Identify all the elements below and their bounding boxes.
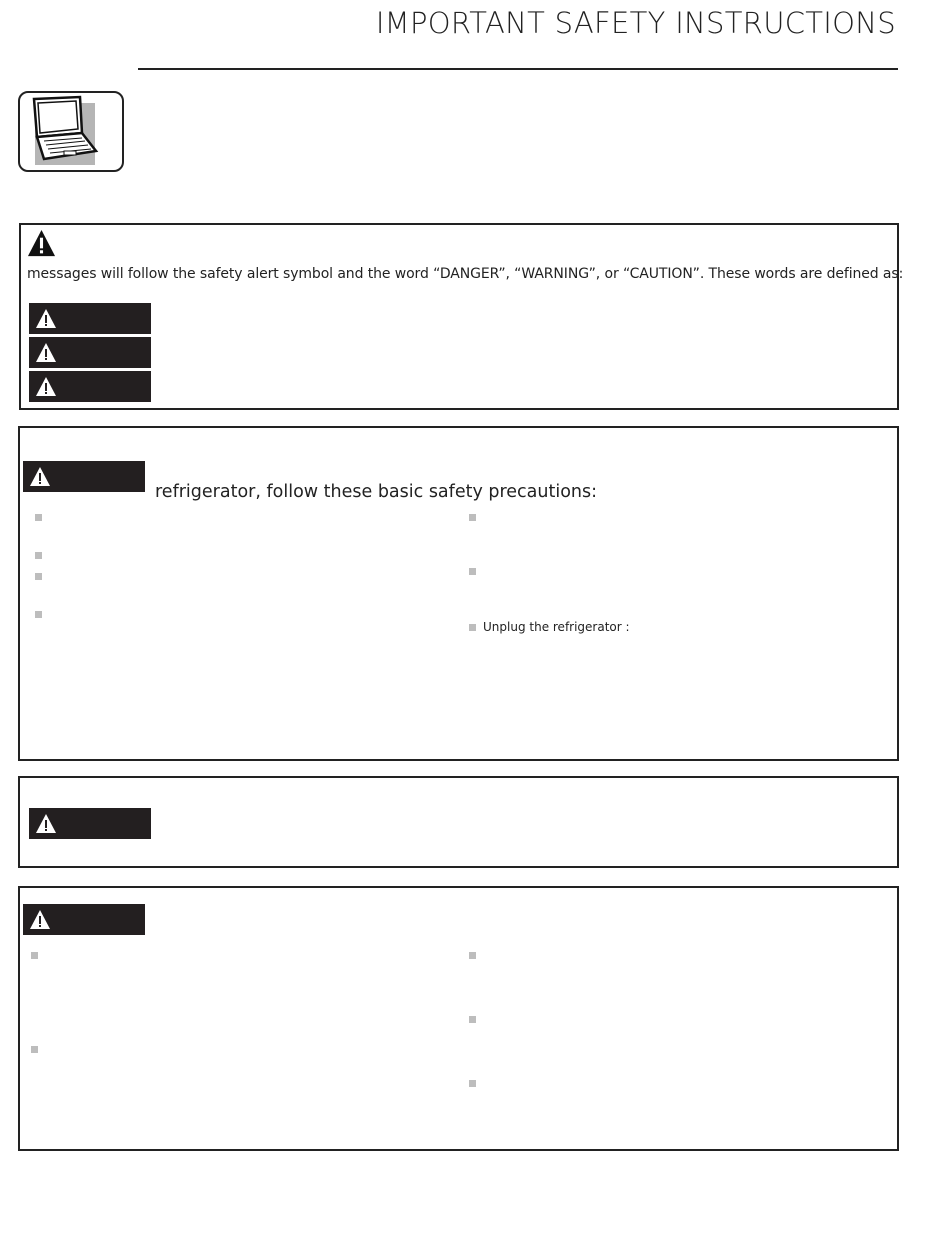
precautions-box [18, 426, 899, 761]
list-item-bullet [35, 552, 42, 559]
header-rule [138, 68, 898, 70]
signal-word-label-danger [29, 303, 151, 334]
list-item-bullet [469, 1080, 476, 1087]
warning-box-list [18, 886, 899, 1151]
warning-label-box4 [23, 904, 145, 935]
signal-word-label-warning [29, 337, 151, 368]
list-item-bullet [469, 1016, 476, 1023]
page-title: IMPORTANT SAFETY INSTRUCTIONS [375, 6, 896, 40]
laptop-icon [18, 91, 124, 172]
warning-triangle-icon [29, 909, 51, 930]
list-item-bullet [469, 568, 476, 575]
list-item-bullet [31, 952, 38, 959]
safety-messages-intro: messages will follow the safety alert symbol and the word “DANGER”, “WARNING”, or “CAUTION”. These words are defined as: [27, 266, 904, 282]
warning-triangle-icon [29, 466, 51, 487]
warning-label-box3 [29, 808, 151, 839]
precautions-intro: refrigerator, follow these basic safety precautions: [155, 482, 598, 502]
signal-word-label-caution [29, 371, 151, 402]
safety-alert-icon [27, 229, 56, 262]
list-item-bullet [469, 514, 476, 521]
list-item-bullet [469, 952, 476, 959]
unplug-refrigerator-text: Unplug the refrigerator : [483, 620, 630, 634]
list-item-bullet [35, 573, 42, 580]
precautions-warning-label [23, 461, 145, 492]
warning-triangle-icon [35, 376, 57, 397]
safety-messages-box [19, 223, 899, 410]
list-item-bullet [31, 1046, 38, 1053]
warning-triangle-icon [35, 813, 57, 834]
list-item-bullet [35, 611, 42, 618]
warning-triangle-icon [35, 342, 57, 363]
warning-triangle-icon [35, 308, 57, 329]
list-item-bullet [35, 514, 42, 521]
list-item-bullet [469, 624, 476, 631]
laptop-icon-graphic [20, 93, 122, 170]
